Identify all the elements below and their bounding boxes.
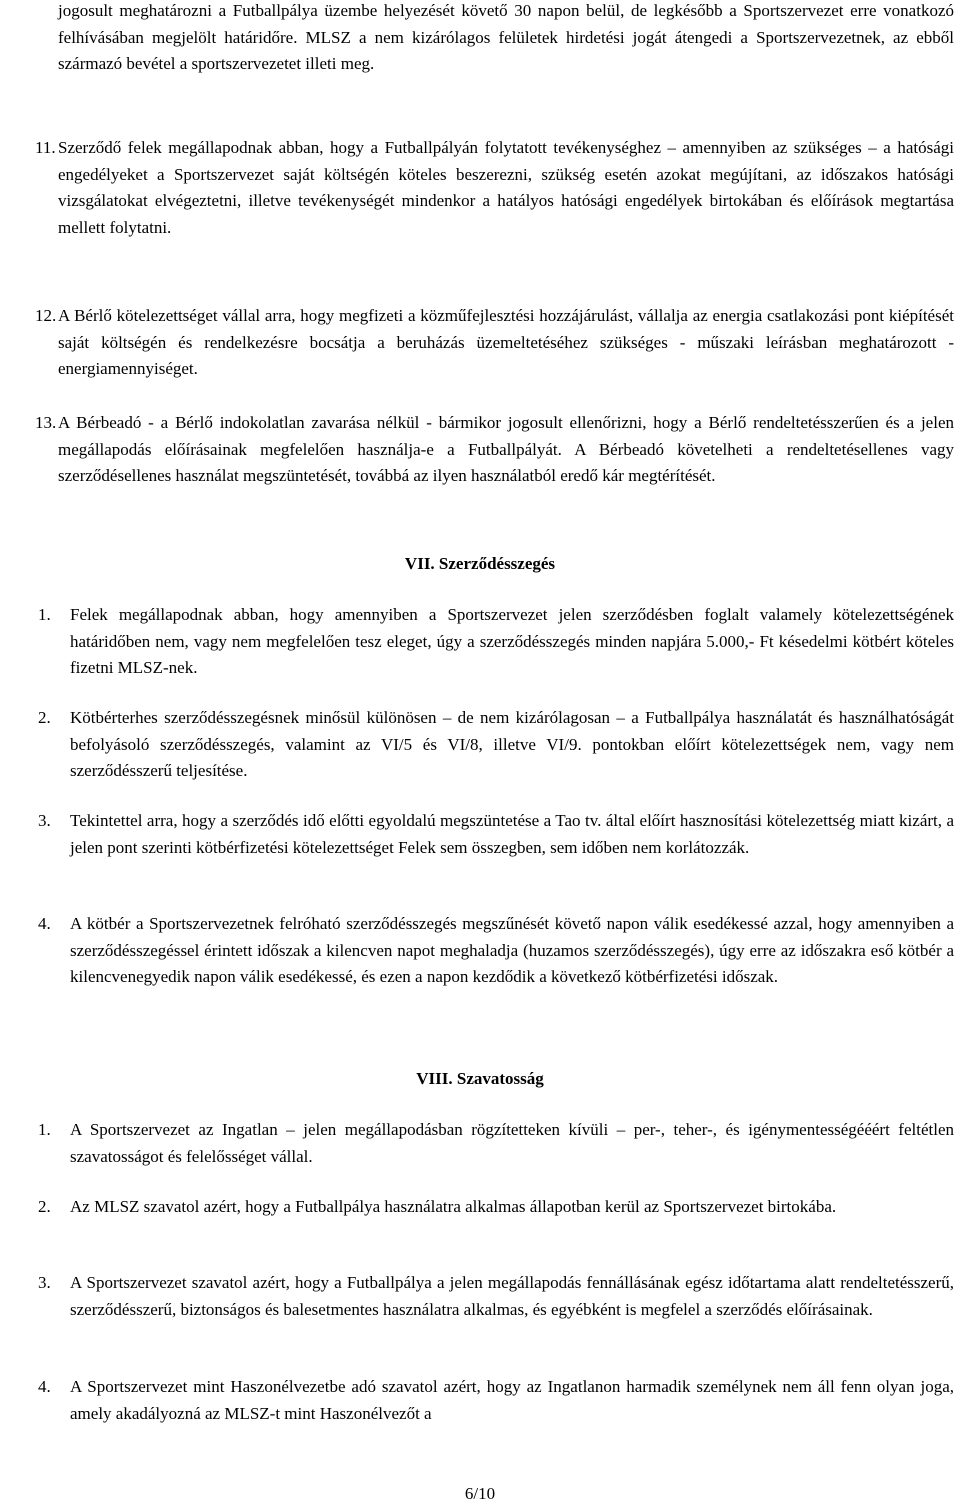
item-number: 2.	[38, 708, 51, 727]
item-number: 1.	[38, 1120, 51, 1139]
item-number: 1.	[38, 605, 51, 624]
item-text: Szerződő felek megállapodnak abban, hogy a Futballpályán folytatott tevékenységhez – amennyiben az szükséges – a hatósági engedélyeket a Sportszervezet saját költségén köteles beszerezni, szükség esetén azokat megújítani, az időszakos hatósági vizsgálatokat elvégeztetni, illetve tevékenységét mindenkor a hatályos hatósági engedélyek birtokában és előírások megtartása mellett folytatni.	[58, 138, 954, 237]
item-number: 4.	[38, 1377, 51, 1396]
item-text: A Sportszervezet mint Haszonélvezetbe adó szavatol azért, hogy az Ingatlanon harmadik személynek nem áll fenn olyan joga, amely akadályozná az MLSZ-t mint Haszonélvezőt a	[70, 1377, 954, 1423]
item-number: 12.	[35, 306, 57, 325]
item-text: A Sportszervezet az Ingatlan – jelen megállapodásban rögzítetteken kívüli – per-, teher-, és igénymentességééért feltétlen szavatosságot és felelősséget vállal.	[70, 1120, 954, 1166]
page-number: 6/10	[464, 1484, 496, 1503]
item-number: 2.	[38, 1197, 51, 1216]
section-heading: VII. Szerződésszegés	[404, 554, 556, 573]
item-text: A kötbér a Sportszervezetnek felróható szerződésszegés megszűnését követő napon válik esedékessé azzal, hogy amennyiben a szerződésszegéssel érintett időszak a kilencven napot meghaladja (huzamos szerződésszegés), úgy erre az időszakra eső kötbér a kilencvenegyedik napon válik esedékessé, és ezen a napon kezdődik a következő kötbérfizetési időszak.	[70, 914, 954, 986]
item-number: 4.	[38, 914, 51, 933]
section-heading: VIII. Szavatosság	[416, 1069, 544, 1088]
item-text: Az MLSZ szavatol azért, hogy a Futballpálya használatra alkalmas állapotban kerül az Sportszervezet birtokába.	[70, 1197, 837, 1216]
item-text: A Sportszervezet szavatol azért, hogy a Futballpálya a jelen megállapodás fennállásának egész időtartama alatt rendeltetésszerű, szerződésszerű, biztonságos és balesetmentes használatra alkalmas, és egyébként is megfelel a szerződés előírásainak.	[70, 1273, 954, 1319]
intro-paragraph: jogosult meghatározni a Futballpálya üzembe helyezését követő 30 napon belül, de legkésőbb a Sportszervezet erre vonatkozó felhívásában megjelölt határidőre. MLSZ a nem kizárólagos felületek hirdetési jogát átengedi a Sportszervezetnek, az ebből származó bevétel a sportszervezetet illeti meg.	[58, 1, 954, 73]
item-text: A Bérlő kötelezettséget vállal arra, hogy megfizeti a közműfejlesztési hozzájárulást, vállalja az energia csatlakozási pont kiépítését saját költségén és rendelkezésre bocsátja a beruházás üzemeltetéséhez szükséges - műszaki leírásban meghatározott - energiamennyiséget.	[58, 306, 954, 378]
item-text: A Bérbeadó - a Bérlő indokolatlan zavarása nélkül - bármikor jogosult ellenőrizni, hogy a Bérlő rendeltetésszerűen és a jelen megállapodás előírásainak megfelelően használja-e a Futballpályát. A Bérbeadó követelheti a rendeltetésellenes vagy szerződésellenes használat megszüntetését, továbbá az ilyen használatból eredő kár megtérítését.	[58, 413, 954, 485]
item-number: 11.	[35, 138, 56, 157]
item-text: Felek megállapodnak abban, hogy amennyiben a Sportszervezet jelen szerződésben foglalt valamely kötelezettségének határidőben nem, vagy nem megfelelően tesz eleget, úgy a szerződésszegés minden napjára 5.000,- Ft késedelmi kötbért köteles fizetni MLSZ-nek.	[70, 605, 954, 677]
item-number: 13.	[35, 413, 57, 432]
item-number: 3.	[38, 1273, 51, 1292]
item-text: Kötbérterhes szerződésszegésnek minősül különösen – de nem kizárólagosan – a Futballpálya használatát és használhatóságát befolyásoló szerződésszegés, valamint az VI/5 és VI/8, illetve VI/9. pontokban előírt kötelezettségek nem, vagy nem szerződésszerű teljesítése.	[70, 708, 954, 780]
item-number: 3.	[38, 811, 51, 830]
item-text: Tekintettel arra, hogy a szerződés idő előtti egyoldalú megszüntetése a Tao tv. által előírt hasznosítási kötelezettség miatt kizárt, a jelen pont szerinti kötbérfizetési kötelezettséget Felek sem összegben, sem időben nem korlátozzák.	[70, 811, 954, 857]
